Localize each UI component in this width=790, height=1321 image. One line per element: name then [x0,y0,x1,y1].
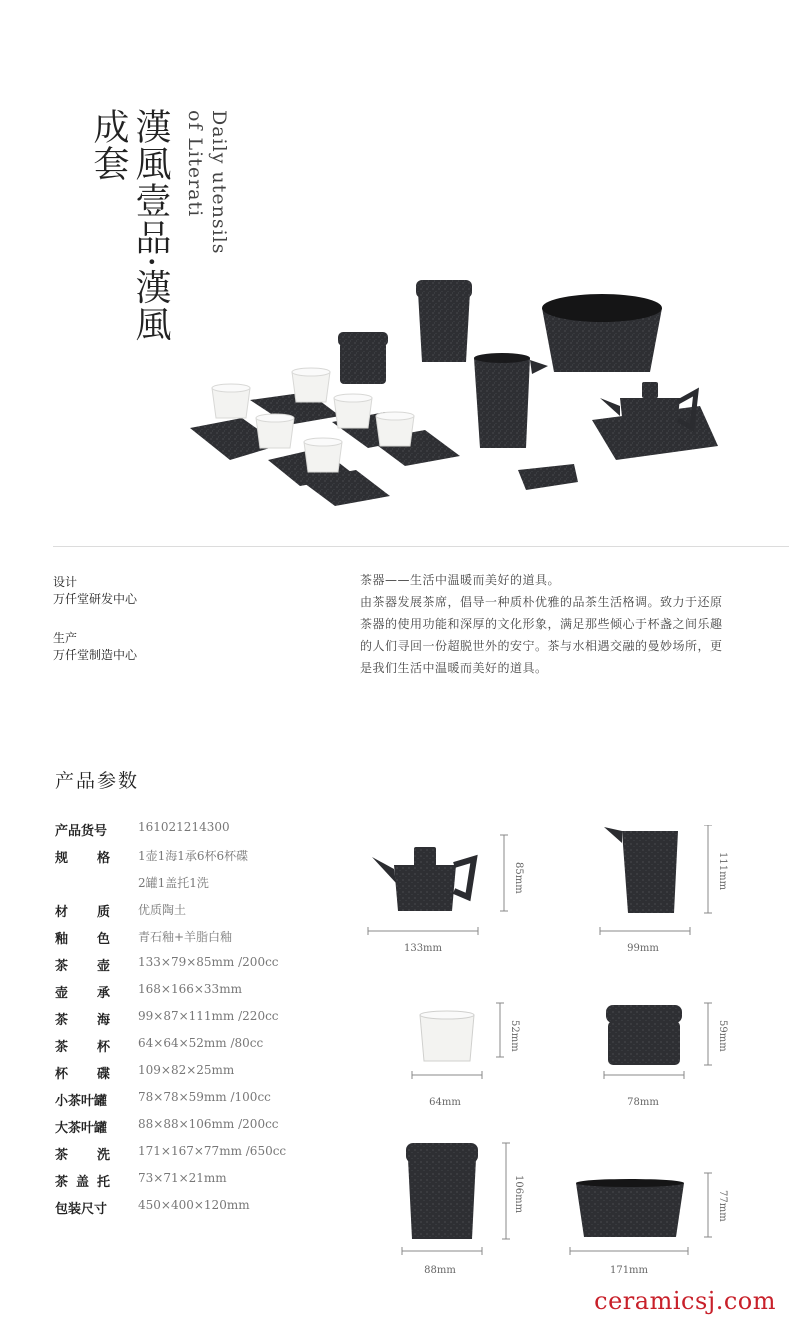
spec-value: 2罐1盖托1洗 [138,876,209,890]
cup-height: 52mm [509,1020,520,1052]
title-en-line2: of Literati [184,110,206,218]
design-value: 万仟堂研发中心 [53,592,138,606]
teapot-height: 85mm [513,862,524,894]
spec-value: 168×166×33mm [138,982,242,996]
cup-width: 64mm [429,1097,461,1108]
spec-value: 青石釉+羊脂白釉 [138,930,233,944]
spec-value: 99×87×111mm /220cc [138,1009,279,1023]
bowl-drawing [576,1179,684,1237]
dimension-drawings [360,825,740,1295]
spec-value: 64×64×52mm /80cc [138,1036,264,1050]
intro-text [360,569,760,679]
large-jar-width: 88mm [424,1265,456,1276]
design-label: 设计 [53,575,78,589]
intro-line: 由茶器发展茶席，倡导一种质朴优雅的品茶生活格调。致力于还原 [360,595,723,609]
pitcher-width: 99mm [627,943,659,954]
small-jar [338,332,388,384]
spec-value: 161021214300 [138,820,230,834]
spec-key: 茶 盖 托 [55,1175,110,1190]
spec-key: 产品货号 [55,824,108,839]
small-jar-height: 59mm [717,1020,728,1052]
intro-line: 茶器——生活中温暖而美好的道具。 [360,573,561,587]
wash-bowl [542,294,662,372]
spec-key: 小茶叶罐 [55,1094,108,1109]
cup-drawing [420,1011,474,1061]
watermark: ceramicsj.com [594,1287,776,1315]
tea-set-illustration [180,270,740,520]
spec-key: 规 格 [55,851,110,866]
lid-rest [518,464,578,490]
spec-value: 109×82×25mm [138,1063,235,1077]
pitcher-height: 111mm [717,852,728,891]
spec-key: 壶 承 [55,986,110,1001]
spec-key: 材 质 [55,905,110,920]
title-col-1: 成套 [88,108,129,182]
spec-value: 133×79×85mm /200cc [138,955,279,969]
production-value: 万仟堂制造中心 [53,648,138,662]
pitcher-drawing [604,827,678,913]
bowl-height: 77mm [717,1190,728,1222]
spec-key: 茶 洗 [55,1148,110,1163]
large-jar-height: 106mm [513,1175,524,1214]
pitcher [474,353,548,448]
teapot-drawing [372,847,474,911]
spec-value: 优质陶土 [138,903,187,917]
spec-key: 杯 碟 [55,1067,110,1082]
spec-value: 1壶1海1承6杯6杯碟 [138,849,249,863]
production-label: 生产 [53,631,78,645]
top-divider [53,546,789,547]
intro-line: 是我们生活中温暖而美好的道具。 [360,661,548,675]
spec-value: 73×71×21mm [138,1171,227,1185]
intro-line: 茶器的使用功能和深厚的文化形象，满足那些倾心于杯盏之间乐趣 [360,617,723,631]
small-jar-width: 78mm [627,1097,659,1108]
large-jar [416,280,472,362]
spec-key: 包装尺寸 [55,1202,108,1217]
spec-key: 茶 壶 [55,959,110,974]
title-en-line1: Daily utensils [208,110,230,255]
bowl-width: 171mm [609,1265,649,1276]
spec-value: 450×400×120mm [138,1198,250,1212]
spec-key: 茶 杯 [55,1040,110,1055]
small-jar-drawing [606,1005,682,1065]
teapot-and-tray [592,382,718,460]
spec-value: 78×78×59mm /100cc [138,1090,271,1104]
title-col-2: 漢風壹品·漢風 [130,108,171,343]
large-jar-drawing [406,1143,478,1239]
spec-key: 釉 色 [55,932,110,947]
intro-line: 的人们寻回一份超脱世外的安宁。茶与水相遇交融的曼妙场所，更 [360,639,723,653]
spec-value: 171×167×77mm /650cc [138,1144,287,1158]
teapot-width: 133mm [403,943,443,954]
spec-value: 88×88×106mm /200cc [138,1117,279,1131]
spec-key: 茶 海 [55,1013,110,1028]
spec-key: 大茶叶罐 [55,1121,108,1136]
params-title: 产品参数 [55,770,140,792]
